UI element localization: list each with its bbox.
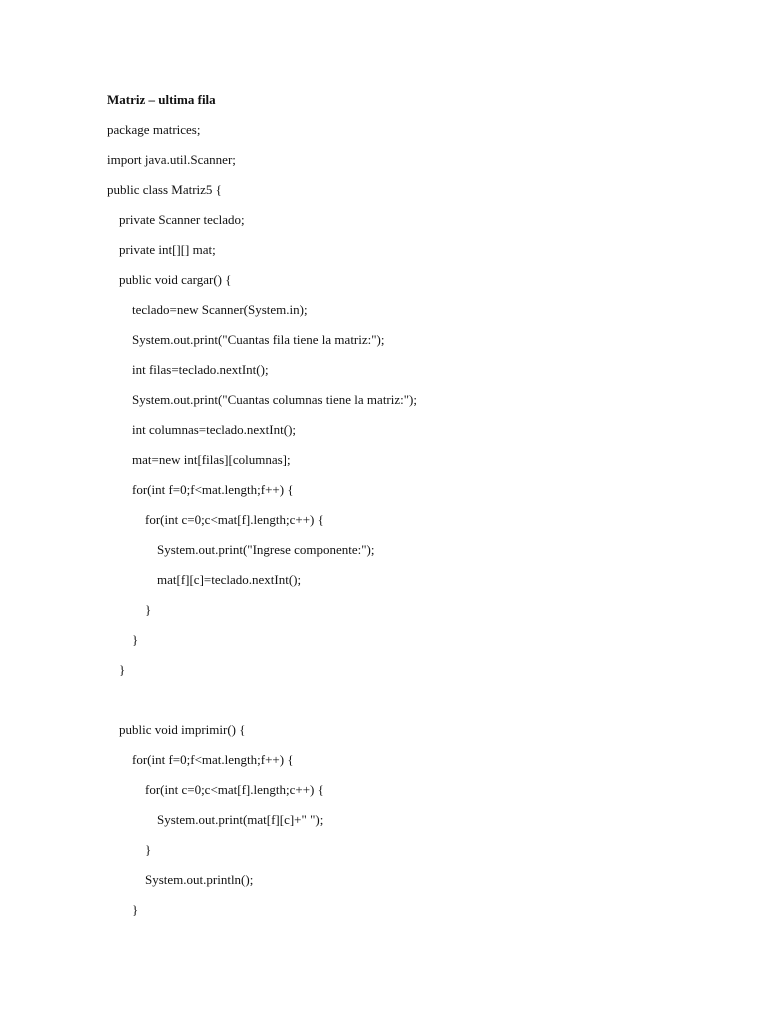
code-line: for(int c=0;c<mat[f].length;c++) { — [145, 512, 324, 527]
code-line: for(int f=0;f<mat.length;f++) { — [132, 752, 294, 767]
code-line: System.out.print(mat[f][c]+" "); — [157, 812, 324, 827]
code-line: mat[f][c]=teclado.nextInt(); — [157, 572, 302, 587]
code-line: int filas=teclado.nextInt(); — [132, 362, 269, 377]
code-line: System.out.print("Cuantas columnas tiene la matriz:"); — [132, 392, 417, 407]
code-line: } — [132, 632, 139, 647]
code-line: } — [119, 662, 126, 677]
code-line: mat=new int[filas][columnas]; — [132, 452, 291, 467]
code-line: } — [145, 602, 152, 617]
code-line: } — [145, 842, 152, 857]
code-line: int columnas=teclado.nextInt(); — [132, 422, 297, 437]
code-line: package matrices; — [107, 122, 201, 137]
code-line: for(int f=0;f<mat.length;f++) { — [132, 482, 294, 497]
code-line: public void cargar() { — [119, 272, 232, 287]
code-line: for(int c=0;c<mat[f].length;c++) { — [145, 782, 324, 797]
code-line: } — [132, 902, 139, 917]
code-line: System.out.print("Ingrese componente:"); — [157, 542, 375, 557]
code-line: System.out.println(); — [145, 872, 254, 887]
code-line: public void imprimir() { — [119, 722, 246, 737]
document-title: Matriz – ultima fila — [107, 92, 216, 107]
code-line: teclado=new Scanner(System.in); — [132, 302, 308, 317]
code-line: System.out.print("Cuantas fila tiene la matriz:"); — [132, 332, 385, 347]
code-line: private Scanner teclado; — [119, 212, 245, 227]
code-line: import java.util.Scanner; — [107, 152, 236, 167]
code-line: private int[][] mat; — [119, 242, 216, 257]
code-line: public class Matriz5 { — [107, 182, 222, 197]
